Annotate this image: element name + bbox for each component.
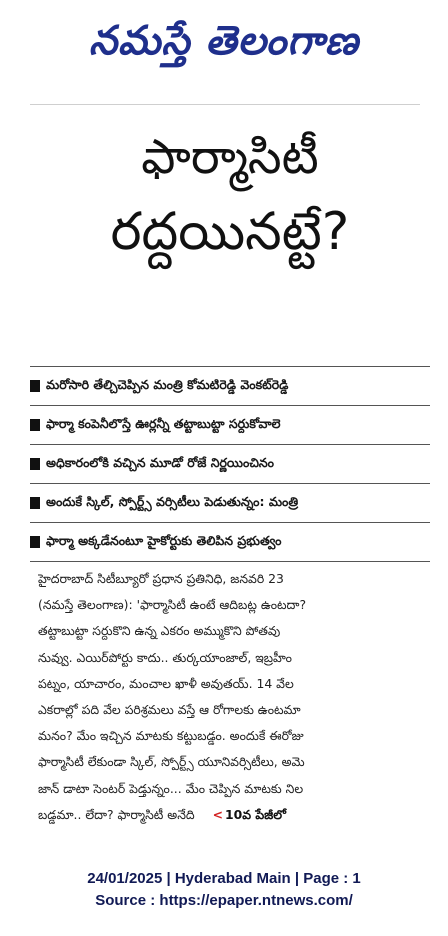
highlight-bullets [30,366,430,562]
article-line: నువ్వు. ఎయిర్‌పోర్టు కాదు.. తుర్కయాంజాల్, ఇబ్రహీం [38,649,292,665]
continued-page-label: 10వ పేజీలో [225,806,286,822]
footer-date-edition: 24/01/2025 | Hyderabad Main | Page : 1 [87,870,361,887]
headline [40,122,420,272]
bullet-text: మరోసారి తేల్చిచెప్పిన మంత్రి కోమటిరెడ్డి వెంకట్‌రెడ్డి [46,376,289,392]
continued-on-page-link[interactable] [213,802,286,828]
headline-line-2: రద్దయినట్టే? [110,202,350,262]
bullet-marker-icon [30,380,40,392]
bullet-text: అందుకే స్కిల్, స్పోర్ట్స్ వర్సిటీలు పెడుతున్నం: మంత్రి [46,493,299,509]
bullet-text: ఫార్మా అక్కడేనంటూ హైకోర్టుకు తెలిపిన ప్రభుత్వం [46,532,282,548]
newspaper-masthead-title: నమస్తే తెలంగాణ [88,18,360,64]
article-line: మనం? మేం ఇచ్చిన మాటకు కట్టుబడ్డం. అందుకే ఈరోజు [38,728,304,744]
bullet-marker-icon [30,536,40,548]
masthead-divider [30,104,420,105]
bullet-item [30,406,430,445]
article-line: ఫార్మాసిటీ లేకుండా స్కిల్, స్పోర్ట్స్ యూనివర్సిటీలు, అమె [38,754,305,770]
article-line: ఎకరాల్లో పది వేల పరిశ్రమలు వస్తే ఆ రోగాలకు ఉంటమా [38,702,301,718]
article-line: (నమస్తే తెలంగాణ): 'ఫార్మాసిటీ ఉంటే ఆదిబట్ల ఉంటదా? [38,597,307,613]
footer-source-url[interactable]: Source : https://epaper.ntnews.com/ [95,892,353,909]
bullet-text: ఫార్మా కంపెనీలొస్తే ఊర్లన్నీ తట్టాబుట్టా సర్దుకోవాలె [46,415,281,431]
article-line: జాన్ డాటా సెంటర్ పెడ్తున్నం... మేం చెప్పిన మాటకు నిల [38,780,304,796]
source-footer [0,868,448,912]
headline-line-1: ఫార్మాసిటీ [141,129,319,185]
bullet-marker-icon [30,458,40,470]
article-line: పట్నం, యాచారం, మంచాల ఖాళీ అవుతయ్. 14 వేల [38,675,294,691]
article-line: తట్టాబుట్టా సర్దుకొని ఉన్న ఎకరం అమ్ముకొని పోతవు [38,623,281,639]
bullet-item [30,366,430,406]
bullet-item [30,484,430,523]
bullet-marker-icon [30,497,40,509]
article-line: బడ్డమా.. లేదా? ఫార్మాసిటీ అనేది [38,806,195,822]
article-body [38,566,428,828]
bullet-marker-icon [30,419,40,431]
bullet-item [30,523,430,562]
article-line: హైదరాబాద్ సిటీబ్యూరో ప్రధాన ప్రతినిధి, జనవరి 23 [38,571,284,586]
masthead [0,0,448,92]
arrow-left-icon: < [212,806,223,822]
article-last-line [38,802,428,828]
bullet-item [30,445,430,484]
bullet-text: అధికారంలోకి వచ్చిన మూడో రోజే నిర్ణయించినం [46,454,275,470]
